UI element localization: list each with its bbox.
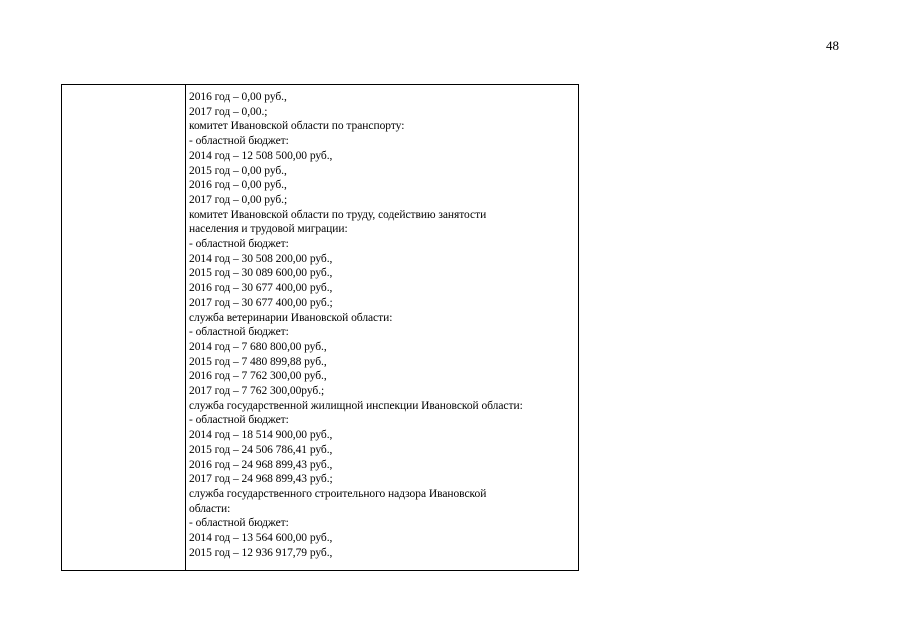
text-line: области: — [189, 502, 231, 515]
text-line: 2016 год – 0,00 руб., — [189, 91, 287, 103]
text-line: 2014 год – 7 680 800,00 руб., — [189, 340, 327, 353]
text-line: комитет Ивановской области по транспорту: — [189, 120, 405, 133]
text-line: служба государственной жилищной инспекции Ивановской области: — [189, 399, 523, 412]
text-line: 2015 год – 0,00 руб., — [189, 164, 287, 177]
text-line: 2014 год – 12 508 500,00 руб., — [189, 149, 333, 162]
text-line: 2015 год – 12 936 917,79 руб., — [189, 546, 333, 559]
text-line: 2016 год – 0,00 руб., — [189, 179, 287, 192]
text-line: - областной бюджет: — [189, 517, 289, 530]
text-line: 2014 год – 30 508 200,00 руб., — [189, 252, 333, 265]
text-line: - областной бюджет: — [189, 135, 289, 148]
text-line: 2017 год – 0,00.; — [189, 105, 268, 118]
table-right-cell — [186, 85, 579, 571]
text-line: 2014 год – 18 514 900,00 руб., — [189, 429, 333, 442]
page-number: 48 — [826, 38, 839, 53]
text-line: 2017 год – 0,00 руб.; — [189, 193, 288, 206]
text-line: 2017 год – 7 762 300,00руб.; — [189, 385, 325, 398]
text-line: 2017 год – 30 677 400,00 руб.; — [189, 296, 333, 309]
text-line: 2016 год – 30 677 400,00 руб., — [189, 282, 333, 295]
budget-table — [61, 84, 579, 571]
text-line: служба государственного строительного надзора Ивановской — [189, 487, 487, 500]
text-line: населения и трудовой миграции: — [189, 223, 348, 236]
text-line: 2016 год – 24 968 899,43 руб., — [189, 458, 333, 471]
text-line: 2017 год – 24 968 899,43 руб.; — [189, 473, 333, 486]
text-line: комитет Ивановской области по труду, содействию занятости — [189, 208, 487, 221]
text-line: 2014 год – 13 564 600,00 руб., — [189, 532, 333, 545]
text-line: служба ветеринарии Ивановской области: — [189, 311, 393, 324]
table-row — [62, 85, 579, 571]
text-line: - областной бюджет: — [189, 238, 289, 251]
table-left-cell — [62, 85, 186, 571]
text-line: 2015 год – 7 480 899,88 руб., — [189, 355, 327, 368]
text-line: 2015 год – 30 089 600,00 руб., — [189, 267, 333, 280]
text-line: - областной бюджет: — [189, 414, 289, 427]
text-line: - областной бюджет: — [189, 326, 289, 339]
text-line: 2016 год – 7 762 300,00 руб., — [189, 370, 327, 383]
text-line: 2015 год – 24 506 786,41 руб., — [189, 443, 333, 456]
